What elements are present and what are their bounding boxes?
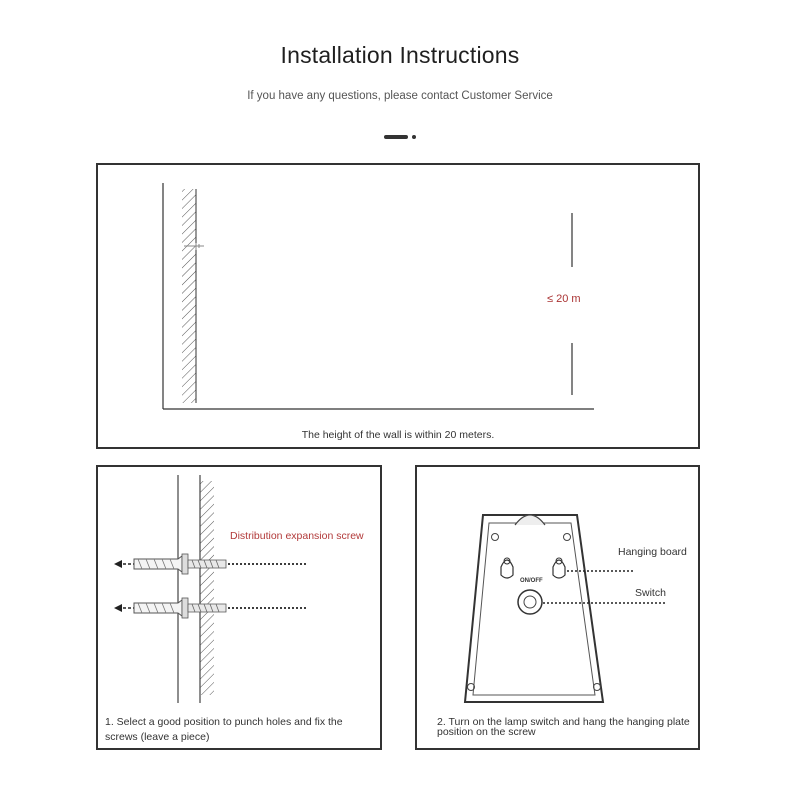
lamp-hang-panel <box>415 465 700 750</box>
step-2-caption: 2. Turn on the lamp switch and hang the hanging plate position on the screw <box>437 716 690 738</box>
expansion-screw-diagram <box>98 467 380 748</box>
height-limit-label: ≤ 20 m <box>547 293 581 305</box>
on-off-label: ON/OFF <box>520 578 543 584</box>
screw-install-panel <box>96 465 382 750</box>
switch-label: Switch <box>635 587 666 599</box>
wall-height-diagram <box>98 165 698 447</box>
section-divider-dot <box>412 135 416 139</box>
hanging-board-label: Hanging board <box>618 546 687 558</box>
wall-height-panel <box>96 163 700 449</box>
lamp-back-diagram <box>417 467 698 748</box>
wall-height-caption: The height of the wall is within 20 meters. <box>301 429 495 441</box>
section-divider <box>384 135 408 139</box>
page-subtitle: If you have any questions, please contact Customer Service <box>247 90 553 102</box>
page-title: Installation Instructions <box>280 42 520 68</box>
step-1-caption: 1. Select a good position to punch holes and fix the screws (leave a piece) <box>105 716 343 743</box>
expansion-screw-label: Distribution expansion screw <box>230 530 364 542</box>
wall-hatching <box>182 189 196 403</box>
wall-hatching <box>200 481 214 695</box>
